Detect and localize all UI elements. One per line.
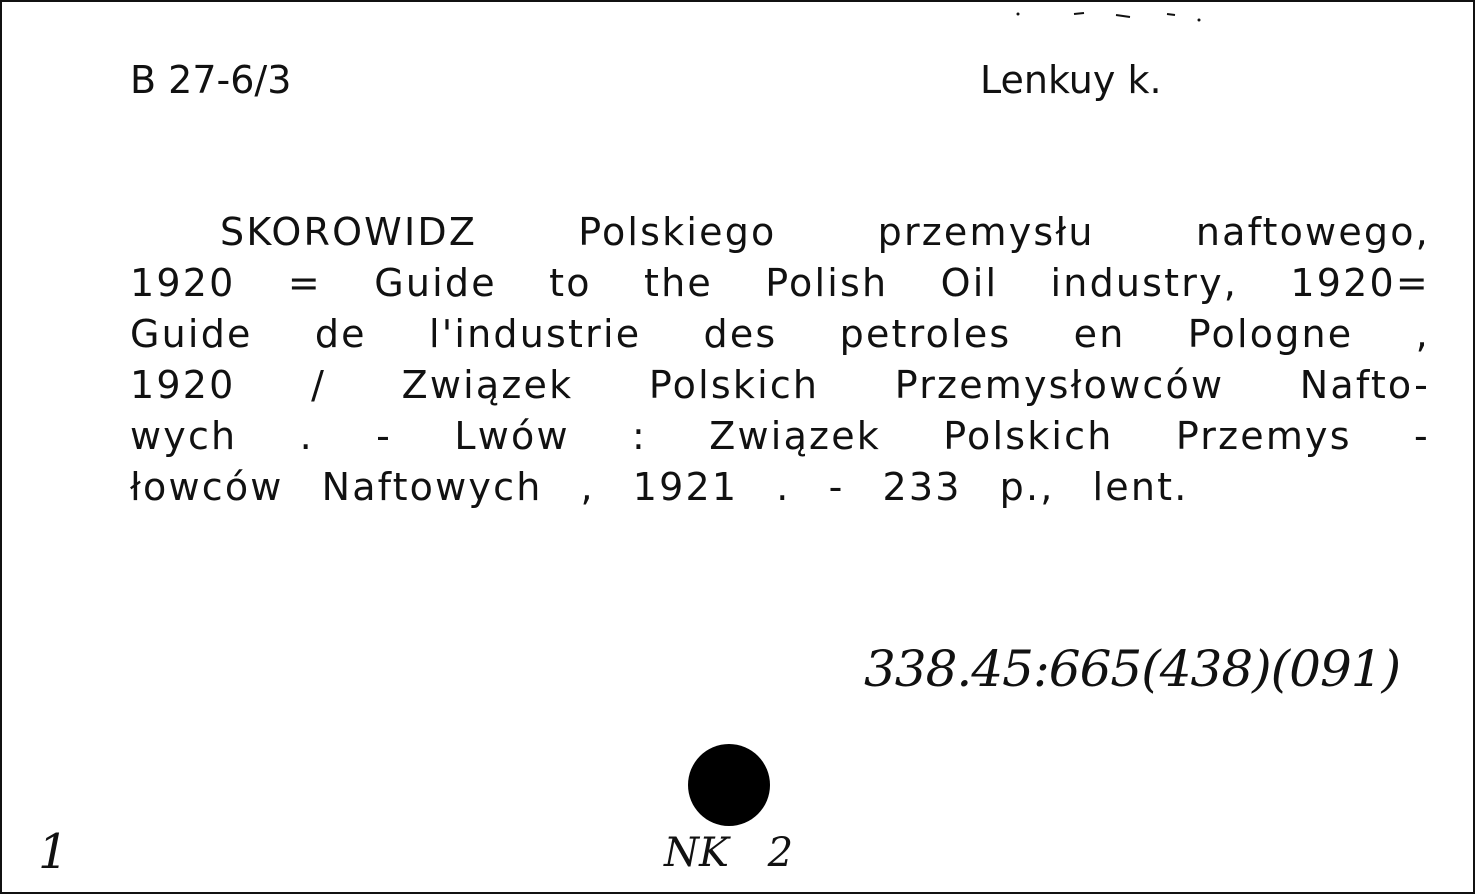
entry-word: Polish bbox=[765, 261, 889, 305]
entry-word: lent. bbox=[1092, 465, 1189, 509]
entry-word: Lwów bbox=[454, 414, 570, 458]
entry-word: łowców bbox=[130, 465, 284, 509]
entry-word: 1920 bbox=[130, 363, 236, 407]
entry-word: 233 bbox=[882, 465, 962, 509]
entry-word: . bbox=[776, 465, 791, 509]
entry-word: the bbox=[643, 261, 713, 305]
ink-dots-graphic bbox=[1012, 6, 1212, 26]
entry-line bbox=[130, 258, 1430, 309]
entry-word: : bbox=[632, 414, 648, 458]
entry-word: , bbox=[580, 465, 595, 509]
entry-word: 1921 bbox=[632, 465, 739, 509]
entry-word: Przemys bbox=[1175, 414, 1352, 458]
stray-ink-marks bbox=[1012, 6, 1212, 26]
entry-word: Polskich bbox=[648, 363, 820, 407]
classification-number: 338.45:665(438)(091) bbox=[864, 640, 1401, 698]
entry-word: Nafto- bbox=[1299, 363, 1430, 407]
entry-word: Naftowych bbox=[321, 465, 543, 509]
entry-line bbox=[130, 207, 1430, 258]
bibliographic-entry bbox=[130, 207, 1430, 513]
collection-mark: NK 2 bbox=[664, 830, 794, 876]
entry-word: l'industrie bbox=[428, 312, 642, 356]
entry-word: 1920 bbox=[130, 261, 236, 305]
entry-line bbox=[130, 360, 1430, 411]
entry-word: Oil bbox=[940, 261, 999, 305]
entry-word: to bbox=[549, 261, 592, 305]
entry-word: / bbox=[311, 363, 327, 407]
entry-word: Pologne bbox=[1187, 312, 1354, 356]
entry-word: 1920= bbox=[1290, 261, 1430, 305]
entry-word: przemysłu bbox=[877, 210, 1095, 254]
entry-word: - bbox=[1414, 414, 1430, 458]
punch-hole bbox=[688, 744, 770, 826]
entry-word: p., bbox=[999, 465, 1055, 509]
entry-line bbox=[130, 462, 1430, 513]
entry-word: Związek bbox=[401, 363, 574, 407]
entry-word: - bbox=[376, 414, 393, 458]
entry-word: Guide bbox=[130, 312, 253, 356]
entry-word: Guide bbox=[374, 261, 497, 305]
entry-word: - bbox=[828, 465, 845, 509]
card-number: 1 bbox=[38, 824, 69, 880]
entry-word: naftowego, bbox=[1195, 210, 1430, 254]
entry-word: de bbox=[314, 312, 367, 356]
entry-word: Przemysłowców bbox=[894, 363, 1225, 407]
entry-word: wych bbox=[130, 414, 238, 458]
call-number: B 27-6/3 bbox=[130, 58, 292, 102]
entry-word: Polskiego bbox=[578, 210, 777, 254]
entry-line bbox=[130, 309, 1430, 360]
entry-word: des bbox=[703, 312, 778, 356]
entry-word: SKOROWIDZ bbox=[220, 210, 478, 254]
author-heading: Lenkuy k. bbox=[980, 58, 1162, 102]
entry-word: en bbox=[1073, 312, 1126, 356]
entry-word: industry, bbox=[1050, 261, 1239, 305]
entry-word: Polskich bbox=[943, 414, 1114, 458]
entry-word: Związek bbox=[709, 414, 881, 458]
entry-line bbox=[130, 411, 1430, 462]
entry-word: petroles bbox=[839, 312, 1012, 356]
entry-word: = bbox=[287, 261, 322, 305]
entry-word: . bbox=[299, 414, 314, 458]
entry-word: , bbox=[1415, 312, 1430, 356]
